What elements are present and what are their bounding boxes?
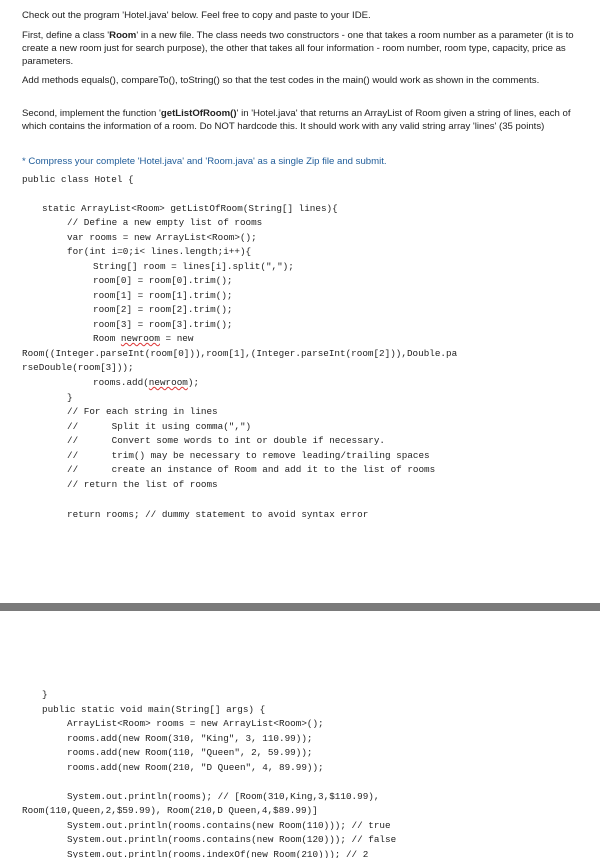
code-line: static ArrayList<Room> getListOfRoom(String[] lines){ xyxy=(42,203,338,214)
code-line: rseDouble(room[3])); xyxy=(22,362,134,373)
code-comment: // Convert some words to int or double if necessary. xyxy=(67,435,386,446)
document-page-2 xyxy=(0,611,600,858)
spellcheck-word: newroom xyxy=(120,333,160,344)
submission-note: * Compress your complete 'Hotel.java' and 'Room.java' as a single Zip file and submit. xyxy=(22,156,387,167)
code-line: room[0] = room[0].trim(); xyxy=(93,275,233,286)
code-line: rooms.add(new Room(310, "King", 3, 110.99)); xyxy=(67,733,313,744)
code-line: System.out.println(rooms.indexOf(new Room(210))); // 2 xyxy=(67,849,369,858)
code-line: rooms.add(new Room(110, "Queen", 2, 59.99)); xyxy=(67,747,313,758)
code-line: } xyxy=(67,392,73,403)
code-line xyxy=(93,332,193,347)
code-line: room[1] = room[1].trim(); xyxy=(93,290,233,301)
function-name: getListOfRoom() xyxy=(160,108,237,119)
code-line: String[] room = lines[i].split(","); xyxy=(93,261,294,272)
code-line: rooms.add(new Room(210, "D Queen", 4, 89.99)); xyxy=(67,762,324,773)
code-span: ); xyxy=(187,377,200,388)
code-span: Room xyxy=(93,333,121,344)
instruction-paragraph-2 xyxy=(22,107,582,133)
text-span: ' in 'Hotel.java' that returns an ArrayList of Room given a string of lines, each of which contains the information of a room. Do NOT hardcode this. It should work with any valid string array 'lines' (35 points) xyxy=(22,108,571,132)
code-span: = new xyxy=(159,333,194,344)
code-span: rooms.add( xyxy=(93,377,149,388)
instruction-paragraph-methods: Add methods equals(), compareTo(), toString() so that the test codes in the main() would work as shown in the comments. xyxy=(22,75,540,86)
code-line: for(int i=0;i< lines.length;i++){ xyxy=(67,246,252,257)
code-line: public class Hotel { xyxy=(22,174,134,185)
code-line: var rooms = new ArrayList<Room>(); xyxy=(67,232,257,243)
code-comment: // Split it using comma(",") xyxy=(67,421,252,432)
code-line: System.out.println(rooms); // [Room(310,King,3,$110.99), xyxy=(67,791,380,802)
code-line: room[3] = room[3].trim(); xyxy=(93,319,233,330)
text-span: Second, implement the function ' xyxy=(22,108,161,119)
code-line: System.out.println(rooms.contains(new Room(120))); // false xyxy=(67,834,397,845)
code-comment: // create an instance of Room and add it to the list of rooms xyxy=(67,464,436,475)
code-comment: // trim() may be necessary to remove leading/trailing spaces xyxy=(67,450,430,461)
code-line: Room((Integer.parseInt(room[0])),room[1],(Integer.parseInt(room[2])),Double.pa xyxy=(22,348,458,359)
text-span: First, define a class ' xyxy=(22,30,110,41)
code-line: return rooms; // dummy statement to avoid syntax error xyxy=(67,509,369,520)
spellcheck-word: newroom xyxy=(148,377,188,388)
instruction-paragraph-1 xyxy=(22,29,582,68)
code-line xyxy=(93,376,199,391)
code-line: } xyxy=(42,689,48,700)
room-class-name: Room xyxy=(109,30,137,41)
code-line: System.out.println(rooms.contains(new Room(110))); // true xyxy=(67,820,391,831)
code-line: room[2] = room[2].trim(); xyxy=(93,304,233,315)
page-break xyxy=(0,603,600,611)
code-line: ArrayList<Room> rooms = new ArrayList<Room>(); xyxy=(67,718,324,729)
code-comment: // For each string in lines xyxy=(67,406,218,417)
code-comment: // return the list of rooms xyxy=(67,479,218,490)
code-comment: // Define a new empty list of rooms xyxy=(67,217,263,228)
code-line: Room(110,Queen,2,$59.99), Room(210,D Queen,4,$89.99)] xyxy=(22,805,318,816)
text-span: ' in a new file. The class needs two constructors - one that takes a room number as a parameter (it is to create a new room just for search purpose), the other that takes all four information - room number, room type, capacity, price as parameters. xyxy=(22,30,574,67)
intro-line: Check out the program 'Hotel.java' below. Feel free to copy and paste to your IDE. xyxy=(22,10,371,21)
code-line: public static void main(String[] args) { xyxy=(42,704,266,715)
